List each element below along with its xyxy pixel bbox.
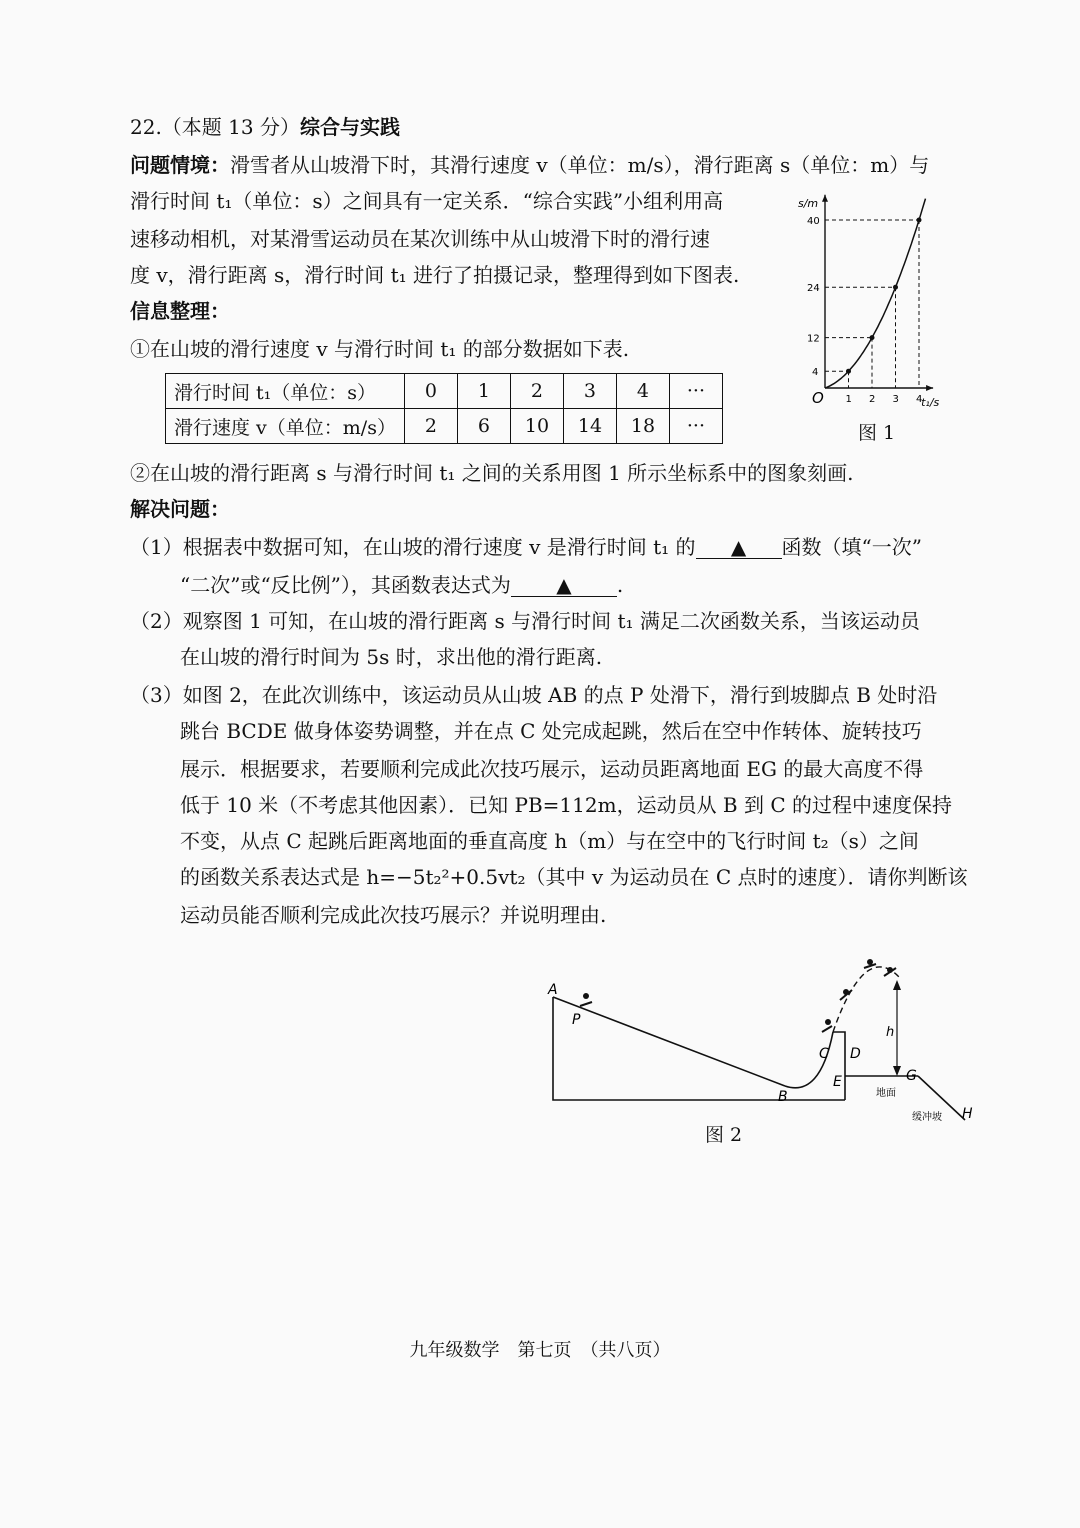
slope-base bbox=[553, 997, 845, 1100]
scenario-line-1 bbox=[130, 150, 929, 180]
table-row-time bbox=[166, 374, 723, 409]
scenario-label: 问题情境： bbox=[130, 153, 230, 177]
speed-time-table bbox=[165, 373, 723, 444]
problem-number: 22.（本题 13 分） bbox=[130, 115, 300, 139]
question-3-line-6: 的函数关系表达式是 h=−5t₂²+0.5vt₂（其中 v 为运动员在 C 点时的速度）．请你判断该 bbox=[180, 865, 968, 889]
label-buffer-slope: 缓冲坡 bbox=[912, 1112, 942, 1123]
scenario-line-3: 速移动相机，对某滑雪运动员在某次训练中从山坡滑下时的滑行速 bbox=[130, 227, 710, 251]
question-1-line-2 bbox=[180, 570, 623, 600]
page-footer: 九年级数学 第七页 （共八页） bbox=[409, 1340, 671, 1361]
y-axis-arrow-icon bbox=[822, 195, 828, 202]
figure-2-diagram bbox=[540, 950, 980, 1130]
question-1-line-1 bbox=[130, 532, 922, 562]
table-cell: 18 bbox=[616, 409, 669, 444]
y-axis-label: s/m bbox=[798, 197, 819, 210]
info-item-1: ①在山坡的滑行速度 v 与滑行时间 t₁ 的部分数据如下表. bbox=[130, 337, 630, 361]
answer-blank-2[interactable] bbox=[511, 574, 617, 597]
figure-1-chart bbox=[790, 185, 980, 415]
table-cell: ··· bbox=[669, 409, 722, 444]
skier-icon bbox=[822, 1019, 832, 1032]
table-cell: 2 bbox=[404, 409, 457, 444]
problem-title bbox=[130, 112, 400, 142]
y-tick-label: 4 bbox=[812, 367, 819, 379]
triangle-marker-icon: ▲ bbox=[730, 535, 747, 559]
label-p: P bbox=[572, 1012, 581, 1028]
x-tick-label: 1 bbox=[845, 394, 852, 405]
figure-2-caption: 图 2 bbox=[705, 1124, 743, 1146]
question-3-line-7: 运动员能否顺利完成此次技巧展示？并说明理由. bbox=[180, 903, 607, 927]
skier-icon bbox=[840, 989, 852, 1000]
label-g: G bbox=[906, 1068, 917, 1084]
x-axis-label: t₁/s bbox=[921, 396, 940, 409]
table-cell: 14 bbox=[563, 409, 616, 444]
label-b: B bbox=[778, 1089, 788, 1105]
label-c: C bbox=[819, 1046, 829, 1062]
info-item-2: ②在山坡的滑行距离 s 与滑行时间 t₁ 之间的关系用图 1 所示坐标系中的图象刻画. bbox=[130, 461, 854, 485]
skier-icon bbox=[580, 993, 592, 1006]
arrow-down-icon bbox=[893, 1066, 901, 1076]
scenario-text-1: 滑雪者从山坡滑下时，其滑行速度 v（单位：m/s），滑行距离 s（单位：m）与 bbox=[230, 153, 930, 177]
q1-text-b: 函数（填“一次” bbox=[781, 535, 922, 559]
flight-path bbox=[833, 967, 900, 1032]
y-tick-label: 40 bbox=[807, 216, 820, 227]
label-e: E bbox=[833, 1074, 842, 1090]
question-3-line-5: 不变，从点 C 起跳后距离地面的垂直高度 h（m）与在空中的飞行时间 t₂（s）之间 bbox=[180, 829, 919, 853]
table-cell: 3 bbox=[563, 374, 616, 409]
problem-topic: 综合与实践 bbox=[299, 115, 400, 139]
table-row-speed bbox=[166, 409, 723, 444]
y-tick-label: 24 bbox=[807, 283, 820, 295]
q1-text-c: “二次”或“反比例”），其函数表达式为 bbox=[180, 573, 511, 597]
label-a: A bbox=[548, 982, 558, 998]
series-line bbox=[825, 199, 926, 388]
info-label: 信息整理： bbox=[130, 299, 230, 323]
question-2-line-2: 在山坡的滑行时间为 5s 时，求出他的滑行距离. bbox=[180, 645, 603, 669]
table-cell: 1 bbox=[457, 374, 510, 409]
question-3-line-1: （3）如图 2，在此次训练中，该运动员从山坡 AB 的点 P 处滑下，滑行到坡脚点 B 处时沿 bbox=[130, 683, 938, 707]
label-ground: 地面 bbox=[876, 1088, 896, 1099]
x-tick-label: 2 bbox=[869, 394, 876, 405]
table-cell: 0 bbox=[404, 374, 457, 409]
scenario-line-4: 度 v，滑行距离 s，滑行时间 t₁ 进行了拍摄记录，整理得到如下图表. bbox=[130, 263, 740, 287]
y-tick-label: 12 bbox=[807, 333, 820, 345]
x-tick-label: 4 bbox=[916, 394, 923, 405]
table-cell: 2 bbox=[510, 374, 563, 409]
slope-ab bbox=[553, 997, 785, 1086]
question-3-line-3: 展示．根据要求，若要顺利完成此次技巧展示，运动员距离地面 EG 的最大高度不得 bbox=[180, 757, 924, 781]
table-row-label: 滑行时间 t₁（单位：s） bbox=[166, 374, 405, 409]
question-3-line-2: 跳台 BCDE 做身体姿势调整，并在点 C 处完成起跳，然后在空中作转体、旋转技巧 bbox=[180, 719, 922, 743]
label-d: D bbox=[850, 1046, 861, 1062]
q1-text-d: . bbox=[616, 573, 624, 597]
solve-label: 解决问题： bbox=[130, 497, 230, 521]
table-row-label: 滑行速度 v（单位：m/s） bbox=[166, 409, 405, 444]
origin-label: O bbox=[812, 389, 824, 407]
q1-text-a: （1）根据表中数据可知，在山坡的滑行速度 v 是滑行时间 t₁ 的 bbox=[130, 535, 696, 559]
scenario-line-2: 滑行时间 t₁（单位：s）之间具有一定关系．“综合实践”小组利用高 bbox=[130, 189, 724, 213]
triangle-marker-icon: ▲ bbox=[556, 573, 572, 597]
table-cell: 10 bbox=[510, 409, 563, 444]
answer-blank-1[interactable] bbox=[696, 536, 782, 559]
question-3-line-4: 低于 10 米（不考虑其他因素）．已知 PB=112m，运动员从 B 到 C 的过程中速度保持 bbox=[180, 793, 953, 817]
x-axis-arrow-icon bbox=[926, 385, 933, 391]
label-height: h bbox=[886, 1025, 895, 1040]
arrow-up-icon bbox=[893, 980, 901, 990]
table-cell: ··· bbox=[669, 374, 722, 409]
x-tick-label: 3 bbox=[892, 394, 899, 405]
table-cell: 4 bbox=[616, 374, 669, 409]
table-cell: 6 bbox=[457, 409, 510, 444]
figure-1-caption: 图 1 bbox=[858, 422, 896, 444]
question-2-line-1: （2）观察图 1 可知，在山坡的滑行距离 s 与滑行时间 t₁ 满足二次函数关系，当该运动员 bbox=[130, 609, 920, 633]
skier-icon bbox=[864, 959, 876, 968]
label-h: H bbox=[962, 1106, 973, 1122]
